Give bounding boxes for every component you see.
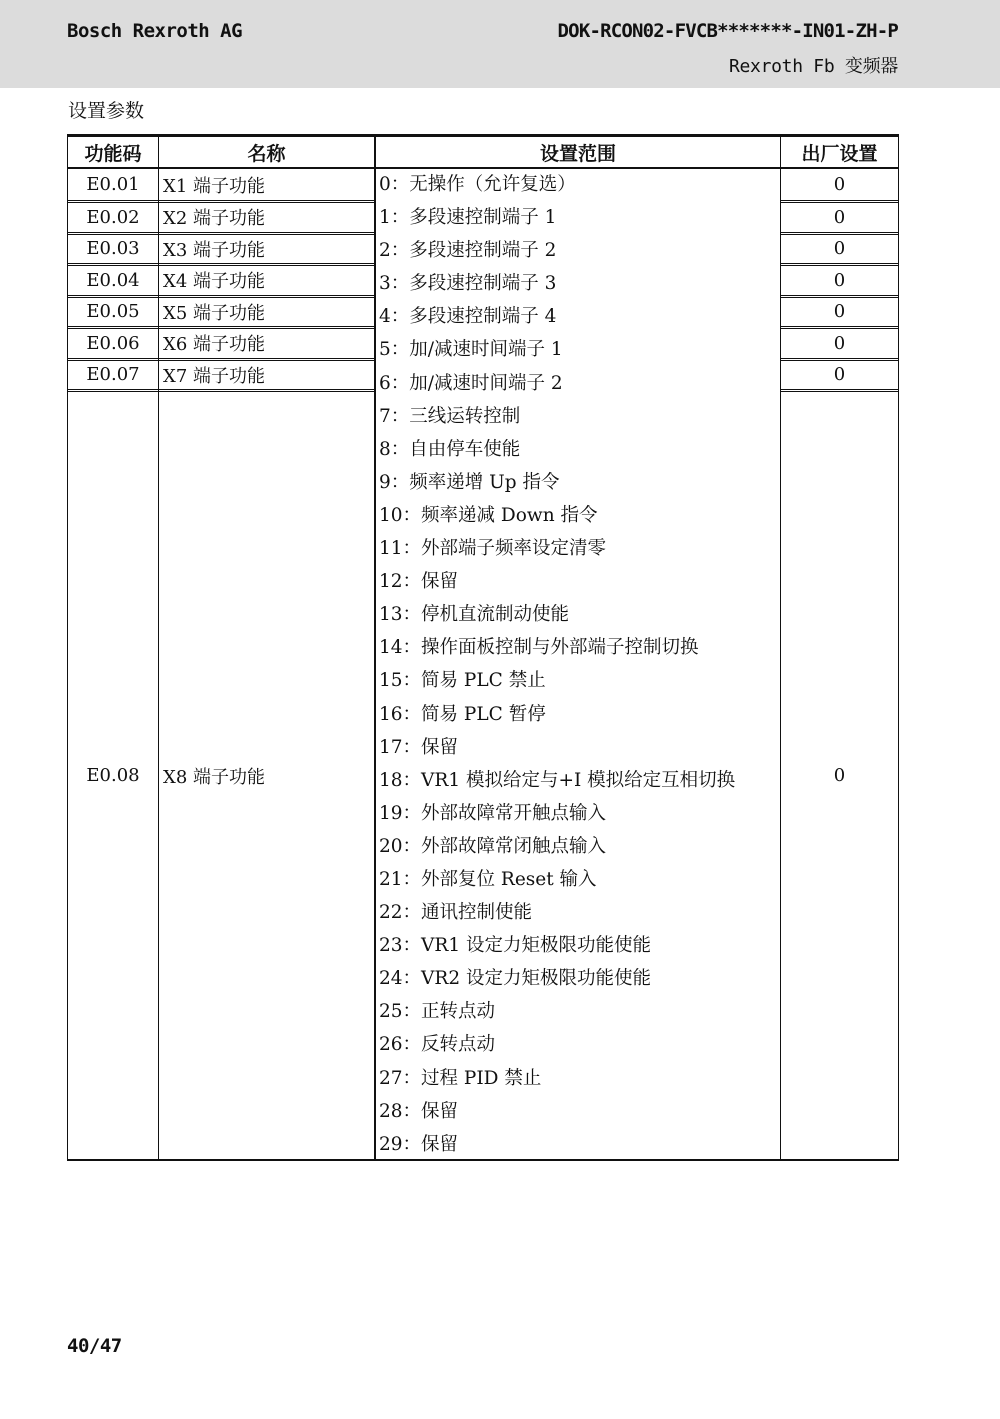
row-name: X3 端子功能 (163, 239, 265, 261)
range-option: 9：频率递增 Up 指令 (379, 471, 560, 493)
row-name: X8 端子功能 (163, 766, 265, 788)
range-option: 5：加/减速时间端子 1 (379, 339, 563, 361)
row-default: 0 (833, 269, 846, 291)
row-sep-left (67, 232, 375, 233)
row-code: E0.05 (86, 301, 140, 322)
row-name: X6 端子功能 (163, 334, 265, 355)
range-option: 3：多段速控制端子 3 (379, 273, 557, 295)
header-code: 功能码 (84, 142, 142, 165)
row-sep-right (780, 326, 899, 327)
range-option: 12：保留 (379, 571, 459, 593)
range-option: 6：加/减速时间端子 2 (379, 372, 563, 394)
range-option: 16：简易 PLC 暂停 (379, 703, 546, 725)
table-right-border (898, 134, 899, 1161)
row-code: E0.07 (86, 364, 140, 385)
range-option: 4：多段速控制端子 4 (379, 306, 557, 328)
range-option: 27：过程 PID 禁止 (379, 1067, 542, 1089)
row-sep-right (780, 295, 899, 296)
range-option: 13：停机直流制动使能 (379, 604, 570, 626)
row-default: 0 (833, 301, 846, 322)
header-name: 名称 (247, 142, 286, 165)
row-code: E0.01 (86, 174, 140, 195)
range-option: 26：反转点动 (379, 1034, 496, 1056)
row-name: X1 端子功能 (163, 175, 265, 197)
row-name: X4 端子功能 (163, 271, 265, 292)
range-option: 18：VR1 模拟给定与+I 模拟给定互相切换 (379, 769, 736, 791)
row-sep-left (67, 263, 375, 264)
range-option: 21：外部复位 Reset 输入 (379, 868, 597, 890)
range-option: 25：正转点动 (379, 1001, 496, 1023)
row-code: E0.03 (86, 238, 140, 259)
col-divider-2 (374, 134, 376, 1161)
row-default: 0 (833, 238, 846, 259)
range-option: 28：保留 (379, 1100, 459, 1122)
row-code: E0.02 (86, 206, 140, 228)
row-sep-right (780, 389, 899, 390)
row-sep-right (780, 358, 899, 359)
range-option: 24：VR2 设定力矩极限功能使能 (379, 968, 651, 990)
range-option: 10：频率递减 Down 指令 (379, 504, 598, 526)
setting-range-list (379, 168, 779, 1161)
row-sep-left (67, 295, 375, 296)
range-option: 7：三线运转控制 (379, 405, 521, 427)
company-name: Bosch Rexroth AG (67, 20, 243, 42)
range-option: 23：VR1 设定力矩极限功能使能 (379, 935, 651, 957)
range-option: 11：外部端子频率设定清零 (379, 538, 607, 560)
range-option: 20：外部故障常闭触点输入 (379, 835, 607, 857)
row-sep-right (780, 263, 899, 264)
col-divider-1 (158, 134, 159, 1161)
row-name: X7 端子功能 (163, 365, 265, 387)
row-name: X2 端子功能 (163, 208, 265, 229)
section-title: 设置参数 (68, 100, 145, 122)
row-default: 0 (833, 332, 846, 354)
row-default: 0 (833, 364, 846, 385)
range-option: 1：多段速控制端子 1 (379, 207, 557, 229)
row-code: E0.06 (86, 332, 140, 354)
row-default: 0 (833, 174, 846, 195)
row-sep-left (67, 200, 375, 201)
range-option: 14：操作面板控制与外部端子控制切换 (379, 637, 699, 659)
row-code: E0.08 (86, 765, 140, 786)
row-code: E0.04 (86, 269, 140, 291)
row-default: 0 (833, 765, 846, 786)
range-option: 29：保留 (379, 1133, 459, 1155)
range-option: 15：简易 PLC 禁止 (379, 670, 546, 692)
row-sep-left (67, 389, 375, 390)
header-default: 出厂设置 (801, 142, 878, 165)
range-option: 8：自由停车使能 (379, 438, 521, 460)
product-name: Rexroth Fb 变频器 (728, 56, 898, 77)
row-sep-right (780, 232, 899, 233)
page-header (0, 0, 1000, 88)
range-option: 2：多段速控制端子 2 (379, 240, 557, 262)
row-sep-right (780, 200, 899, 201)
page-number: 40/47 (67, 1335, 122, 1357)
range-option: 22：通讯控制使能 (379, 902, 533, 924)
row-default: 0 (833, 206, 846, 228)
row-name: X5 端子功能 (163, 302, 265, 324)
range-option: 0：无操作（允许复选） (379, 174, 576, 195)
row-sep-left (67, 358, 375, 359)
document-id: DOK-RCON02-FVCB*******-IN01-ZH-P (557, 20, 898, 42)
range-option: 19：外部故障常开触点输入 (379, 802, 607, 824)
range-option: 17：保留 (379, 736, 459, 758)
row-sep-left (67, 326, 375, 327)
header-range: 设置范围 (539, 142, 616, 165)
